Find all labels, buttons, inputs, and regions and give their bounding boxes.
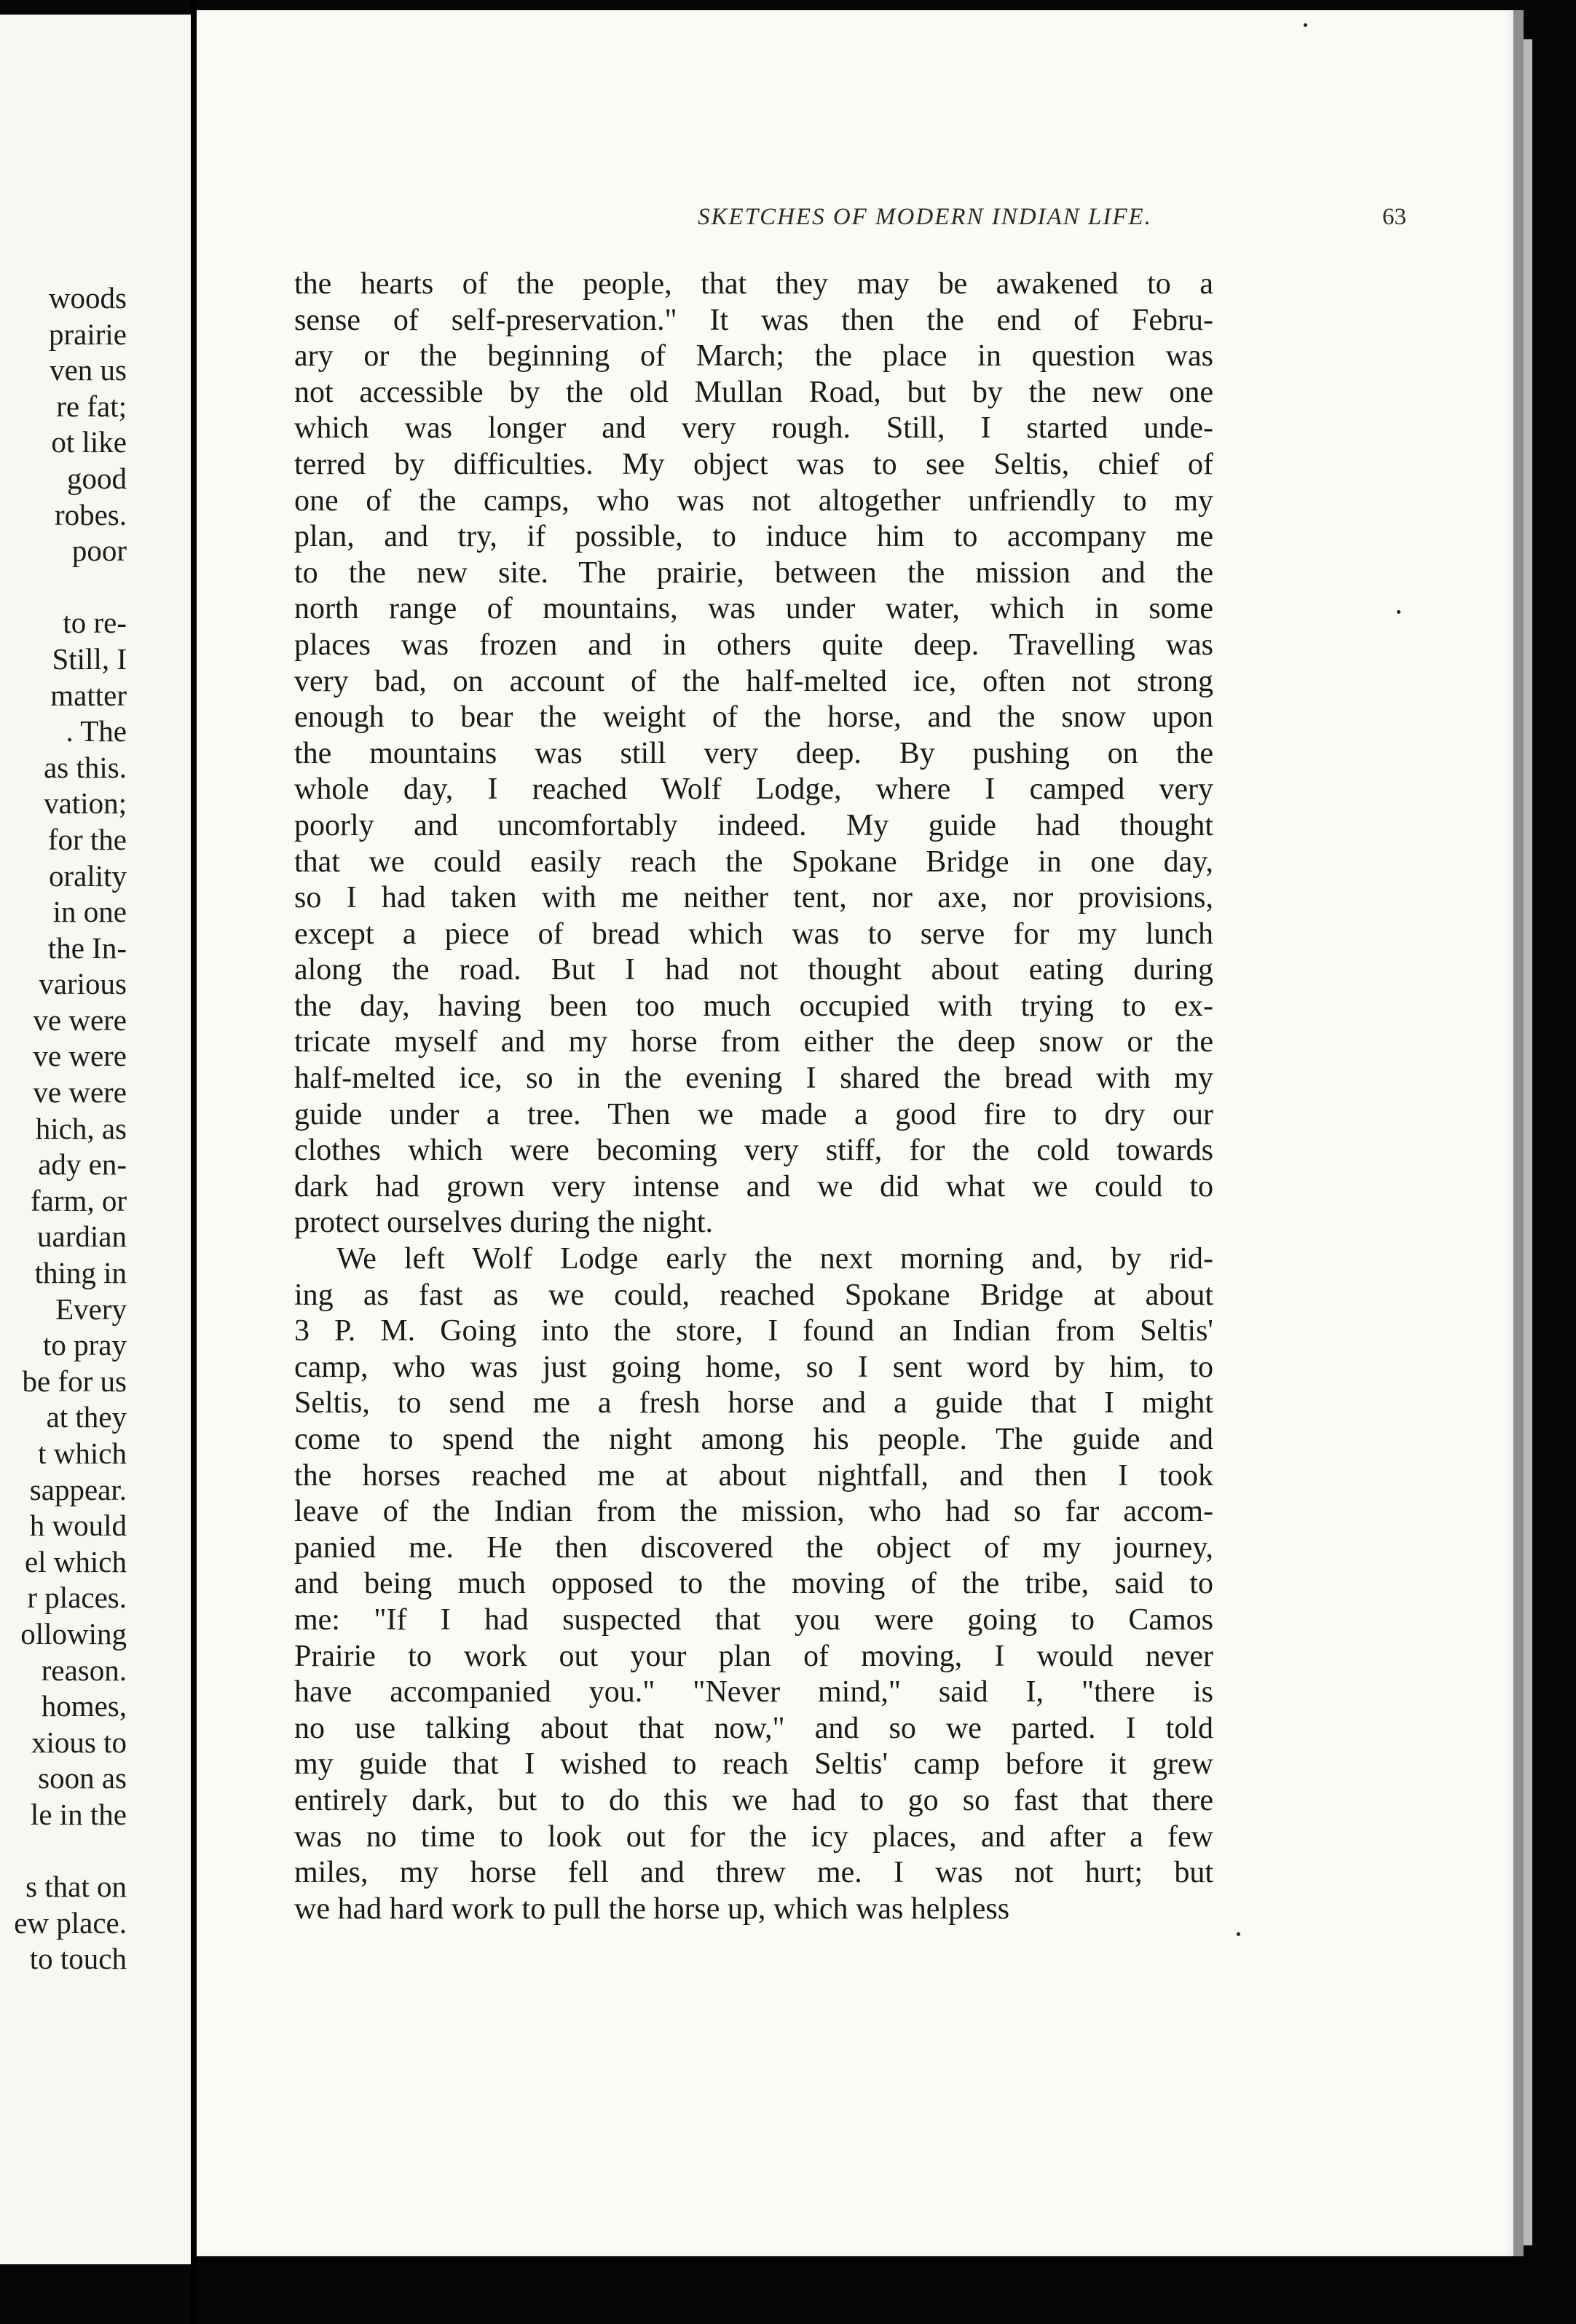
text-line: to the new site. The prairie, between the mission and the	[294, 556, 1213, 590]
page-number: 63	[1382, 204, 1406, 230]
facing-page-line: t which	[38, 1436, 127, 1470]
text-line: dark had grown very intense and we did what we could to	[294, 1169, 1213, 1204]
text-line: which was longer and very rough. Still, I started unde-	[294, 411, 1213, 446]
facing-page-line: uardian	[37, 1220, 127, 1254]
facing-page-line: various	[39, 967, 127, 1001]
facing-page-line: vation;	[44, 786, 127, 821]
facing-page-line: at they	[46, 1400, 127, 1434]
text-line: ary or the beginning of March; the place in question was	[294, 339, 1213, 374]
facing-page-text	[0, 280, 127, 1977]
text-line: the mountains was still very deep. By pushing on the	[294, 736, 1213, 770]
facing-page-line: be for us	[22, 1364, 127, 1398]
text-line: that we could easily reach the Spokane Bridge in one day,	[294, 845, 1213, 879]
facing-page-line: thing in	[34, 1256, 127, 1290]
text-line: the horses reached me at about nightfall, and then I took	[294, 1458, 1213, 1493]
facing-page-line: ve were	[33, 1075, 127, 1110]
facing-page-line: el which	[24, 1544, 127, 1578]
facing-page-line: ven us	[50, 353, 127, 387]
text-line: plan, and try, if possible, to induce him to accompany me	[294, 520, 1213, 554]
text-line: sense of self-preservation." It was then the end of Febru-	[294, 303, 1213, 337]
facing-page-line: good	[67, 461, 127, 495]
facing-page-line: poor	[71, 534, 127, 568]
text-line: whole day, I reached Wolf Lodge, where I camped very	[294, 772, 1213, 807]
facing-page-line: homes,	[41, 1689, 127, 1723]
facing-page-line: re fat;	[56, 389, 127, 423]
facing-page-line: soon as	[38, 1761, 127, 1795]
text-line: not accessible by the old Mullan Road, but by the new one	[294, 375, 1213, 409]
facing-page-line: as this.	[44, 750, 127, 784]
text-line: no use talking about that now," and so we parted. I told	[294, 1711, 1213, 1745]
text-line: places was frozen and in others quite deep. Travelling was	[294, 628, 1213, 662]
text-line: terred by difficulties. My object was to see Seltis, chief of	[294, 447, 1213, 481]
text-line: Seltis, to send me a fresh horse and a guide that I might	[294, 1386, 1213, 1420]
facing-page-line	[0, 1833, 127, 1870]
facing-page-line: r places.	[27, 1581, 127, 1615]
text-line: my guide that I wished to reach Seltis' camp before it grew	[294, 1747, 1213, 1782]
facing-page-line: h would	[29, 1509, 127, 1543]
text-line: have accompanied you." "Never mind," said I, "there is	[294, 1675, 1213, 1710]
text-line: We left Wolf Lodge early the next morning and, by rid-	[336, 1242, 1213, 1276]
text-line: tricate myself and my horse from either the deep snow or the	[294, 1025, 1213, 1059]
facing-page-line: woods	[48, 281, 127, 315]
facing-page-line: ve were	[33, 1039, 127, 1073]
facing-page-line: s that on	[25, 1870, 127, 1904]
text-line: come to spend the night among his people. The guide and	[294, 1423, 1213, 1456]
facing-page-line: to re-	[63, 606, 127, 640]
facing-page-line: prairie	[49, 317, 127, 351]
facing-page-line: ollowing	[20, 1616, 127, 1651]
scan-speck	[1304, 23, 1307, 27]
text-line: half-melted ice, so in the evening I shared the bread with my	[294, 1062, 1213, 1096]
main-page	[197, 10, 1524, 2256]
text-line: 3 P. M. Going into the store, I found an Indian from Seltis'	[294, 1314, 1213, 1348]
text-line: we had hard work to pull the horse up, which was helpless	[294, 1892, 1010, 1926]
text-line: leave of the Indian from the mission, who had so far accom-	[294, 1495, 1213, 1529]
facing-page-line: the In-	[47, 930, 127, 965]
text-line: the day, having been too much occupied with trying to ex-	[294, 989, 1213, 1023]
facing-page-line: to touch	[29, 1942, 127, 1976]
text-line: miles, my horse fell and threw me. I was not hurt; but	[294, 1856, 1213, 1890]
text-line: very bad, on account of the half-melted ice, often not strong	[294, 664, 1213, 698]
text-line: enough to bear the weight of the horse, and the snow upon	[294, 700, 1213, 735]
facing-page-line: to pray	[43, 1328, 127, 1362]
text-line: along the road. But I had not thought about eating during	[294, 953, 1213, 987]
facing-page-line: hich, as	[35, 1111, 127, 1145]
text-line: north range of mountains, was under water, which in some	[294, 592, 1213, 626]
text-line: the hearts of the people, that they may be awakened to a	[294, 267, 1213, 301]
facing-page	[0, 15, 191, 2264]
text-line: was no time to look out for the icy places, and after a few	[294, 1819, 1213, 1854]
text-line: and being much opposed to the moving of the tribe, said to	[294, 1567, 1213, 1601]
book-gutter	[191, 0, 197, 2324]
facing-page-line: ew place.	[14, 1905, 127, 1940]
text-line: camp, who was just going home, so I sent word by him, to	[294, 1350, 1213, 1384]
facing-page-line	[0, 569, 127, 606]
facing-page-line: orality	[48, 858, 127, 893]
text-line: except a piece of bread which was to serve for my lunch	[294, 917, 1213, 951]
facing-page-line: . The	[66, 714, 127, 748]
running-head: SKETCHES OF MODERN INDIAN LIFE.	[698, 204, 1152, 230]
text-line: protect ourselves during the night.	[294, 1206, 714, 1240]
facing-page-line: in one	[52, 895, 127, 929]
facing-page-line: sappear.	[29, 1472, 127, 1506]
text-line: panied me. He then discovered the object of my journey,	[294, 1530, 1213, 1565]
body-text	[294, 266, 1213, 1927]
facing-page-line: farm, or	[30, 1183, 127, 1217]
facing-page-line: ady en-	[38, 1147, 127, 1182]
scan-speck	[1237, 1932, 1240, 1936]
text-line: ing as fast as we could, reached Spokane Bridge at about	[294, 1278, 1213, 1312]
facing-page-line: xious to	[31, 1725, 127, 1759]
text-line: me: "If I had suspected that you were going to Camos	[294, 1602, 1213, 1637]
text-line: so I had taken with me neither tent, nor axe, nor provisions,	[294, 881, 1213, 915]
text-line: entirely dark, but to do this we had to go so fast that there	[294, 1783, 1213, 1817]
facing-page-line: reason.	[41, 1653, 127, 1687]
facing-page-line: Every	[55, 1292, 127, 1326]
facing-page-line: robes.	[54, 497, 127, 531]
facing-page-line: ot like	[51, 425, 127, 459]
text-line: one of the camps, who was not altogether unfriendly to my	[294, 483, 1213, 518]
scan-speck	[1397, 610, 1400, 614]
text-line: clothes which were becoming very stiff, for the cold towards	[294, 1134, 1213, 1168]
text-line: guide under a tree. Then we made a good fire to dry our	[294, 1097, 1213, 1131]
facing-page-line: ve were	[33, 1003, 127, 1037]
facing-page-line: Still, I	[52, 641, 127, 676]
facing-page-line: for the	[47, 822, 127, 856]
facing-page-line: le in the	[30, 1797, 127, 1831]
text-line: Prairie to work out your plan of moving, I would never	[294, 1639, 1213, 1673]
text-line: poorly and uncomfortably indeed. My guide had thought	[294, 808, 1213, 842]
facing-page-line: matter	[50, 678, 127, 712]
